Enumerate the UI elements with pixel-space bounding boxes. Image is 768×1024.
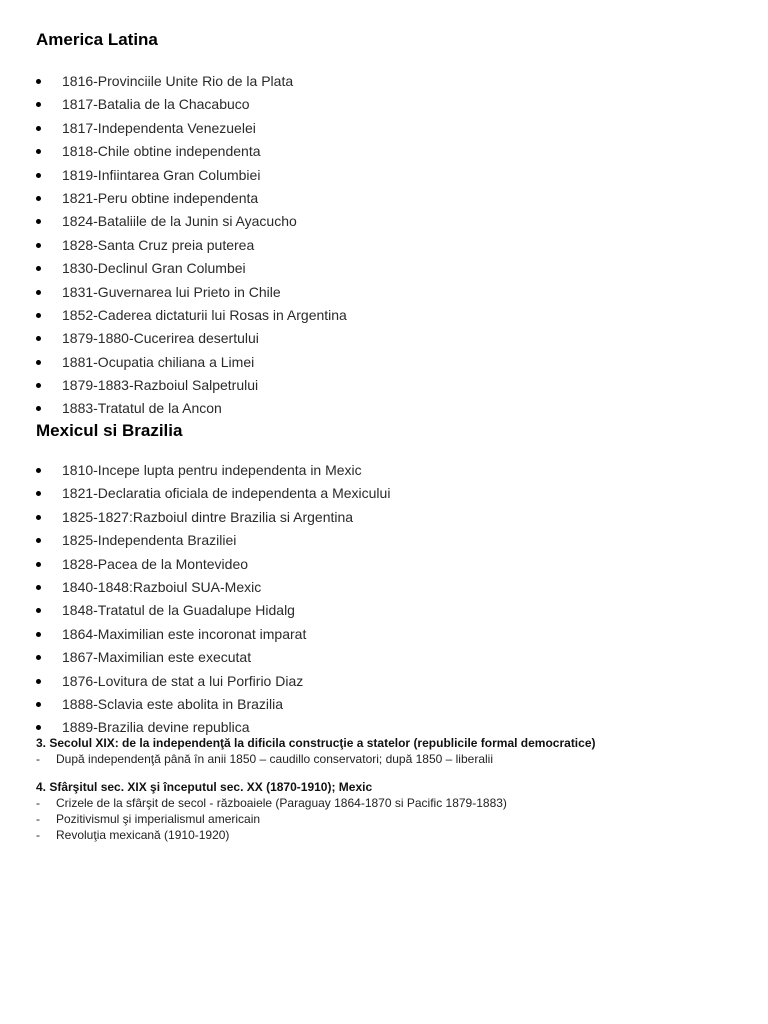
list-item [0,93,768,116]
bullet-icon [36,538,41,543]
list-item [0,553,768,576]
bullet-icon [36,102,41,107]
bullet-icon [36,468,41,473]
bullet-icon [36,383,41,388]
list-item-text: 1825-1827:Razboiul dintre Brazilia si Argentina [62,508,354,525]
list-item-text: 1888-Sclavia este abolita in Brazilia [62,695,284,712]
list-item-text: 1889-Brazilia devine republica [62,719,250,736]
list-item [0,210,768,233]
list-item-text: 1821-Peru obtine independenta [62,189,259,206]
list-item-text: 1876-Lovitura de stat a lui Porfirio Diaz [62,672,304,689]
list-item-text: 1818-Chile obtine independenta [62,143,261,160]
list-item [0,482,768,505]
bullet-icon [36,79,41,84]
list-item-text: 1810-Incepe lupta pentru independenta in Mexic [62,462,362,478]
list-item [0,140,768,163]
list-item [0,670,768,693]
bullet-icon [36,491,41,496]
heading-mexicul-si-brazilia: Mexicul si Brazilia [36,421,183,440]
list-item [0,187,768,210]
bullet-icon [36,126,41,131]
section-line [36,811,736,827]
bullet-icon [36,608,41,613]
list-item-text: 1828-Santa Cruz preia puterea [62,236,255,253]
bullet-icon [36,313,41,318]
list-item [0,351,768,374]
dash-marker: - [36,812,40,826]
section-line [36,795,736,811]
list-item [0,327,768,350]
bullet-icon [36,632,41,637]
list-item [0,576,768,599]
bullet-icon [36,266,41,271]
section-line [36,827,736,843]
dash-marker: - [36,752,40,766]
section-line-text: Crizele de la sfârşit de secol - războaiele (Paraguay 1864-1870 si Pacific 1879-1883) [56,796,507,810]
bullet-icon [36,515,41,520]
list-item-text: 1864-Maximilian este incoronat imparat [62,625,307,642]
bullet-icon [36,725,41,730]
list-item [0,281,768,304]
section-line [36,751,736,767]
bullet-icon [36,149,41,154]
list-item-text: 1817-Batalia de la Chacabuco [62,96,250,113]
heading-america-latina: America Latina [36,30,158,49]
list-item-text: 1848-Tratatul de la Guadalupe Hidalg [62,602,295,619]
list-item [0,164,768,187]
list-item-text: 1830-Declinul Gran Columbei [62,260,246,277]
list-item-text: 1879-1880-Cucerirea desertului [62,330,259,347]
mexic-brazilia-list [0,459,768,740]
section-3-title: 3. Secolul XIX: de la independenţă la dificila construcţie a statelor (republicile formal democratice) [36,736,596,750]
bullet-icon [36,219,41,224]
list-item-text: 1821-Declaratia oficiala de independenta a Mexicului [62,485,391,502]
list-item [0,374,768,397]
list-item-text: 1831-Guvernarea lui Prieto in Chile [62,283,281,300]
list-item-text: 1817-Independenta Venezuelei [62,119,256,136]
dash-marker: - [36,796,40,810]
bullet-icon [36,562,41,567]
list-item-text: 1824-Bataliile de la Junin si Ayacucho [62,213,297,230]
section-line-text: După independenţă până în anii 1850 – caudillo conservatori; după 1850 – liberalii [56,752,493,766]
list-item-text: 1825-Independenta Braziliei [62,532,237,549]
section-3-lines [36,751,736,767]
list-item [0,623,768,646]
list-item [0,117,768,140]
list-item [0,693,768,716]
list-item-text: 1879-1883-Razboiul Salpetrului [62,377,259,394]
bullet-icon [36,655,41,660]
list-item [0,529,768,552]
section-line-text: Revoluţia mexicană (1910-1920) [56,828,230,842]
bullet-icon [36,196,41,201]
list-item [0,257,768,280]
bullet-icon [36,243,41,248]
list-item-text: 1819-Infiintarea Gran Columbiei [62,166,261,183]
list-item-text: 1881-Ocupatia chiliana a Limei [62,353,255,370]
list-item [0,599,768,622]
section-4-title: 4. Sfârşitul sec. XIX şi începutul sec. XX (1870-1910); Mexic [36,780,373,794]
section-3 [36,736,736,767]
bullet-icon [36,173,41,178]
dash-marker: - [36,828,40,842]
bullet-icon [36,336,41,341]
bullet-icon [36,290,41,295]
list-item [0,459,768,482]
bullet-icon [36,679,41,684]
section-line-text: Pozitivismul şi imperialismul americain [56,812,261,826]
bullet-icon [36,360,41,365]
list-item-text: 1816-Provinciile Unite Rio de la Plata [62,73,294,89]
bullet-icon [36,406,41,411]
list-item [0,70,768,93]
america-latina-list [0,70,768,421]
list-item [0,234,768,257]
list-item-text: 1828-Pacea de la Montevideo [62,555,249,572]
list-item-text: 1883-Tratatul de la Ancon [62,400,222,417]
list-item-text: 1852-Caderea dictaturii lui Rosas in Argentina [62,306,347,323]
list-item [0,646,768,669]
list-item [0,506,768,529]
list-item-text: 1840-1848:Razboiul SUA-Mexic [62,578,262,595]
list-item [0,304,768,327]
list-item [0,397,768,420]
bullet-icon [36,585,41,590]
section-4-lines [36,795,736,843]
list-item-text: 1867-Maximilian este executat [62,649,252,666]
bullet-icon [36,702,41,707]
section-4 [36,780,736,843]
